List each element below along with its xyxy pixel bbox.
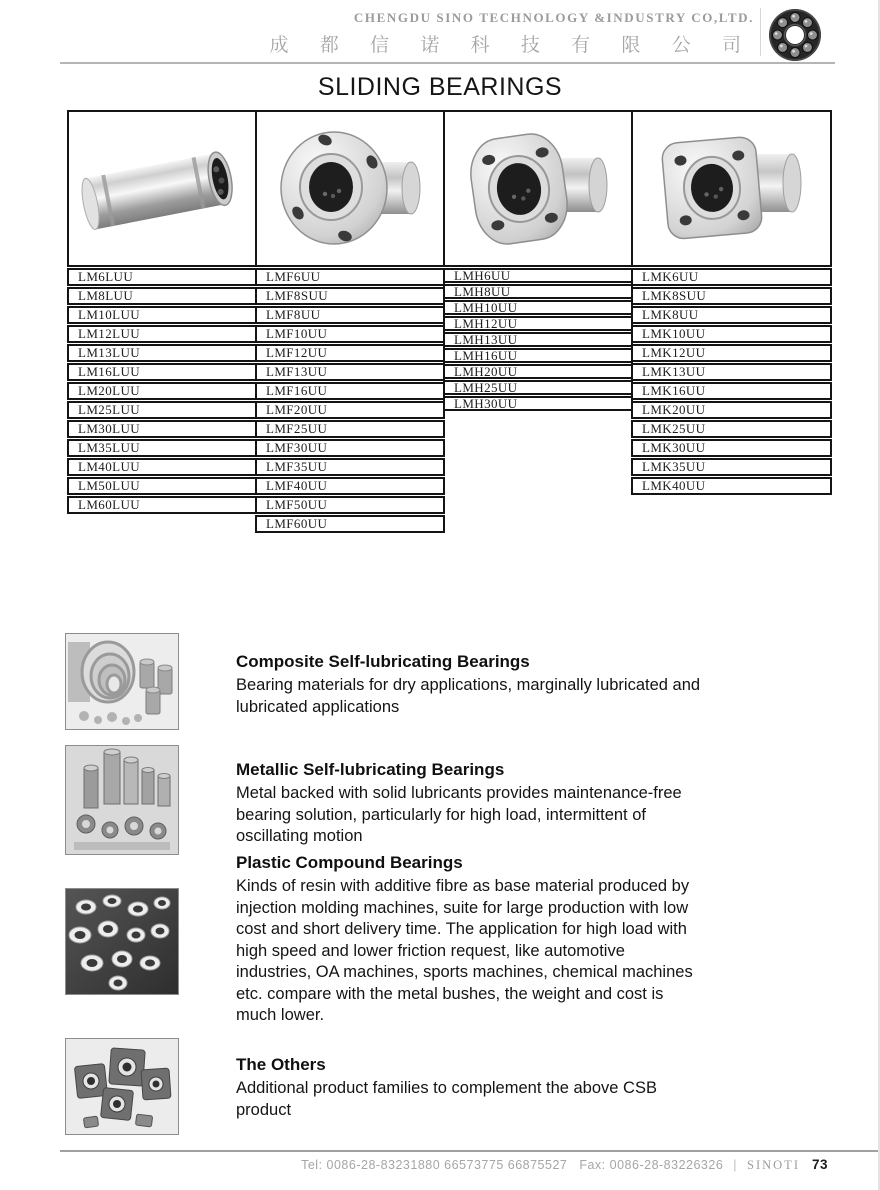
company-name-block (269, 10, 754, 57)
part-number-cell: LMK8SUU (631, 287, 832, 305)
round-flange-bushing-photo (255, 110, 445, 267)
part-number-cell: LM10LUU (67, 306, 257, 324)
company-name-english: CHENGDU SINO TECHNOLOGY &INDUSTRY CO,LTD. (353, 10, 754, 25)
part-number-cell: LM25LUU (67, 401, 257, 419)
part-number-cell: LM40LUU (67, 458, 257, 476)
oval-flange-bushing-photo (443, 110, 633, 267)
part-number-cell: LMK30UU (631, 439, 832, 457)
header-rule (60, 62, 835, 64)
part-number-cell: LMF16UU (255, 382, 445, 400)
part-number-cell: LM60LUU (67, 496, 257, 514)
part-number-cell: LMK6UU (631, 268, 832, 286)
section-body: Bearing materials for dry applications, marginally lubricated and lubricated applications (236, 676, 701, 716)
part-number-cell: LMK13UU (631, 363, 832, 381)
part-number-cell: LM20LUU (67, 382, 257, 400)
section-composite (236, 652, 704, 718)
part-number-cell: LMF6UU (255, 268, 445, 286)
table-column-lmk (631, 110, 832, 496)
section-plastic (236, 853, 704, 1027)
part-number-cell: LMK20UU (631, 401, 832, 419)
part-list-lmh (443, 268, 633, 411)
part-number-cell: LM30LUU (67, 420, 257, 438)
part-number-cell: LMH8UU (443, 284, 633, 299)
part-number-cell: LMK40UU (631, 477, 832, 495)
page-title: SLIDING BEARINGS (317, 73, 563, 101)
part-number-cell: LMF10UU (255, 325, 445, 343)
metallic-bearings-photo (65, 745, 179, 855)
table-column-lmh (443, 110, 633, 412)
fax-label: Fax: (579, 1158, 606, 1172)
part-number-cell: LMK16UU (631, 382, 832, 400)
section-others (236, 1055, 704, 1121)
part-number-cell: LMH30UU (443, 396, 633, 411)
section-body: Additional product families to complement the above CSB product (236, 1079, 657, 1119)
part-number-cell: LMF60UU (255, 515, 445, 533)
section-title: The Others (236, 1055, 326, 1074)
section-body: Kinds of resin with additive fibre as base material produced by injection molding machines, suite for large production with low cost and short delivery time. The application for high load with high speed and lower friction request, like automotive industries, OA machines, sports machines, chemical machines etc. compare with the metal bushes, the weight and cost is much lower. (236, 877, 693, 1024)
part-number-cell: LMH10UU (443, 300, 633, 315)
company-name-chinese: 成 都 信 诺 科 技 有 限 公 司 (269, 35, 754, 56)
part-number-cell: LMK8UU (631, 306, 832, 324)
part-number-cell: LM12LUU (67, 325, 257, 343)
sliding-bearings-table (67, 110, 832, 534)
part-list-lm (67, 268, 257, 514)
section-metallic (236, 760, 704, 848)
part-number-cell: LMK35UU (631, 458, 832, 476)
tel-numbers: 0086-28-83231880 66573775 66875527 (326, 1158, 568, 1172)
part-number-cell: LM16LUU (67, 363, 257, 381)
part-number-cell: LMF25UU (255, 420, 445, 438)
part-number-cell: LM13LUU (67, 344, 257, 362)
part-number-cell: LMF12UU (255, 344, 445, 362)
part-number-cell: LMH16UU (443, 348, 633, 363)
table-column-lm (67, 110, 257, 515)
section-title: Composite Self-lubricating Bearings (236, 652, 530, 671)
plastic-bearings-photo (65, 888, 179, 995)
ball-bearing-logo-icon (766, 6, 824, 64)
section-title: Metallic Self-lubricating Bearings (236, 760, 505, 779)
part-number-cell: LMK25UU (631, 420, 832, 438)
part-number-cell: LMF35UU (255, 458, 445, 476)
bearing-housings-photo (65, 1038, 179, 1135)
part-number-cell: LMF30UU (255, 439, 445, 457)
part-number-cell: LMH20UU (443, 364, 633, 379)
part-number-cell: LMK12UU (631, 344, 832, 362)
part-number-cell: LM50LUU (67, 477, 257, 495)
part-number-cell: LMK10UU (631, 325, 832, 343)
part-number-cell: LMF50UU (255, 496, 445, 514)
section-body: Metal backed with solid lubricants provides maintenance-free bearing solution, particularly for high load, intermittent of oscillating motion (236, 784, 682, 845)
square-flange-bushing-photo (631, 110, 832, 267)
page-number: 73 (811, 1157, 828, 1172)
part-number-cell: LMF13UU (255, 363, 445, 381)
part-number-cell: LMH13UU (443, 332, 633, 347)
composite-bearings-photo (65, 633, 179, 730)
part-number-cell: LMH6UU (443, 268, 633, 283)
table-column-lmf (255, 110, 445, 534)
part-number-cell: LMH25UU (443, 380, 633, 395)
footer (301, 1157, 828, 1173)
header-divider (760, 8, 761, 56)
part-number-cell: LMF20UU (255, 401, 445, 419)
footer-rule (60, 1150, 880, 1152)
part-list-lmf (255, 268, 445, 533)
part-number-cell: LMF40UU (255, 477, 445, 495)
part-number-cell: LM6LUU (67, 268, 257, 286)
section-title: Plastic Compound Bearings (236, 853, 463, 872)
part-number-cell: LMH12UU (443, 316, 633, 331)
part-number-cell: LM8LUU (67, 287, 257, 305)
fax-number: 0086-28-83226326 (609, 1158, 724, 1172)
part-number-cell: LMF8SUU (255, 287, 445, 305)
tel-label: Tel: (301, 1158, 323, 1172)
part-number-cell: LMF8UU (255, 306, 445, 324)
brand-name: SINOTI (747, 1158, 800, 1172)
part-list-lmk (631, 268, 832, 495)
part-number-cell: LM35LUU (67, 439, 257, 457)
straight-linear-bushing-photo (67, 110, 257, 267)
footer-separator: | (733, 1158, 738, 1172)
